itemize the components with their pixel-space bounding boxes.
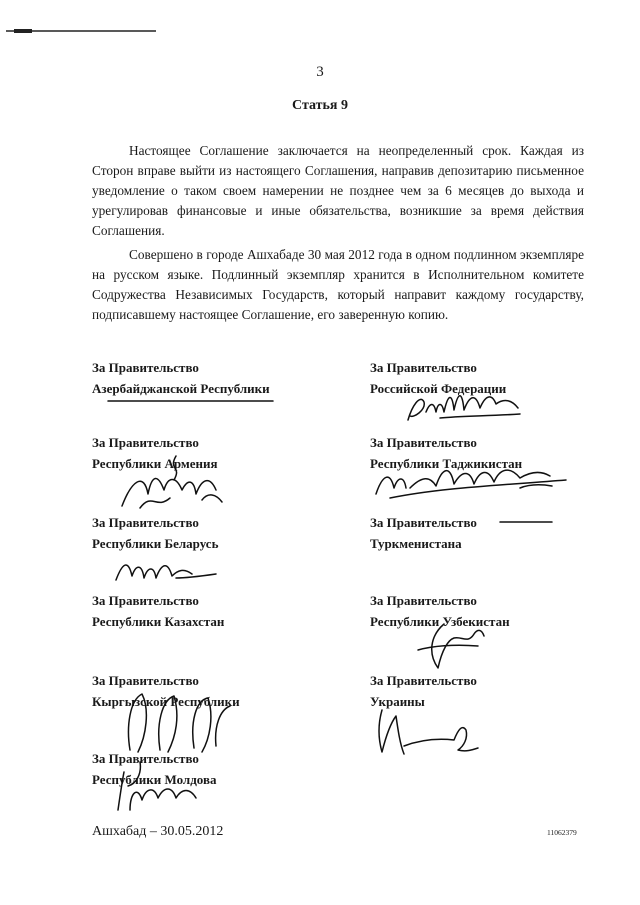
signatory-line2: Российской Федерации [370, 381, 507, 396]
signatory-line1: За Правительство [370, 593, 477, 608]
signatory-line2: Кыргызской Республики [92, 694, 240, 709]
signatory-line1: За Правительство [92, 515, 199, 530]
signatory-line1: За Правительство [370, 515, 477, 530]
signatory-line1: За Правительство [92, 435, 199, 450]
article-paragraph: Настоящее Соглашение заключается на неопределенный срок. Каждая из Сторон вправе выйти из настоящего Соглашения, направив депозитарию письменное уведомление о таком своем намерении не позднее чем за 6 месяцев до выхода и урегулировав финансовые и иные обязательства, возникшие за время действия Соглашения. [92, 143, 584, 238]
place-date: Ашхабад – 30.05.2012 [92, 824, 224, 839]
signatory-line1: За Правительство [92, 673, 199, 688]
signature-armenia [112, 450, 252, 520]
closing-paragraph: Совершено в городе Ашхабаде 30 мая 2012 года в одном подлинном экземпляре на русском языке. Подлинный экземпляр хранится в Исполнительном комитете Содружества Независимых Государств, который направит каждому государству, подписавшему настоящее Соглашение, его заверенную копию. [92, 247, 584, 322]
signatory-line2: Республики Армения [92, 456, 218, 471]
signatory-line2: Туркменистана [370, 536, 462, 551]
signatory-line2: Украины [370, 694, 425, 709]
signatory-line2: Азербайджанской Республики [92, 381, 270, 396]
scan-corner-mark [6, 26, 156, 36]
signature-line-turkmenistan [500, 519, 555, 525]
signatory-line1: За Правительство [370, 435, 477, 450]
signature-kyrgyzstan [116, 686, 246, 756]
signature-russia [400, 388, 530, 428]
signatory-azerbaijan [92, 357, 270, 399]
signature-uzbekistan [408, 620, 488, 676]
signatory-line1: За Правительство [92, 593, 199, 608]
signature-ukraine [368, 700, 488, 760]
signatory-turkmenistan [370, 512, 477, 554]
signature-line-azerbaijan [108, 398, 273, 404]
document-code: 11062379 [547, 828, 577, 837]
signature-tajikistan [370, 458, 570, 508]
signatory-line2: Республики Беларусь [92, 536, 219, 551]
signatory-line1: За Правительство [370, 360, 477, 375]
page-number: 3 [316, 64, 324, 80]
signature-moldova [106, 752, 226, 816]
signatory-kazakhstan [92, 590, 224, 632]
signatory-line2: Республики Молдова [92, 772, 217, 787]
signatory-line2: Республики Таджикистан [370, 456, 523, 471]
signatory-line1: За Правительство [92, 360, 199, 375]
signatory-line1: За Правительство [92, 751, 199, 766]
signatory-line2: Республики Узбекистан [370, 614, 510, 629]
signatory-line2: Республики Казахстан [92, 614, 225, 629]
signature-belarus [112, 554, 222, 588]
signatory-line1: За Правительство [370, 673, 477, 688]
article-title: Статья 9 [292, 98, 348, 113]
